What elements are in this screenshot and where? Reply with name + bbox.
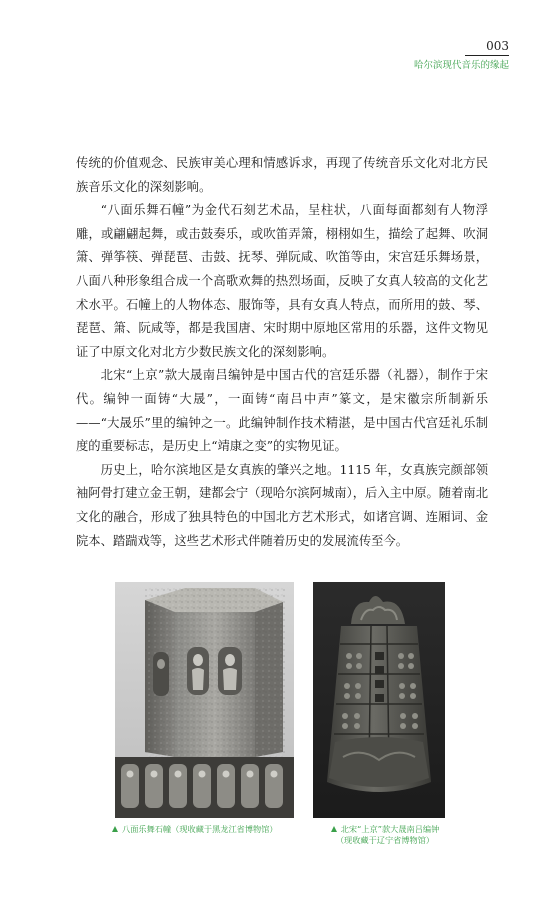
page-number: 003 [465, 39, 509, 56]
left-figure-caption [112, 824, 302, 835]
stone-pillar-photo [115, 582, 294, 818]
paragraph-2: “八面乐舞石幢”为金代石刻艺术品，呈柱状，八面每面都刻有人物浮雕，或翩翩起舞，或击鼓奏乐，或吹笛弄箫，栩栩如生，描绘了起舞、吹洞箫、弹筝筷、弹琵琶、击鼓、抚琴、弹阮咸、吹笛等由，宋宫廷乐舞场景，八面八种形象组合成一个高歌欢舞的热烈场面，反映了女真人较高的文化艺术水平。石幢上的人物体态、服饰等，具有女真人特点，而所用的鼓、琴、琵琶、箫、阮咸等，都是我国唐、宋时期中原地区常用的乐器，这件文物见证了中原文化对北方少数民族文化的深刻影响。 [76, 203, 488, 359]
paragraph-1: 传统的价值观念、民族审美心理和情感诉求，再现了传统音乐文化对北方民族音乐文化的深刻影响。 [76, 156, 488, 194]
running-title: 哈尔滨现代音乐的缘起 [413, 60, 509, 71]
paragraph-4: 历史上，哈尔滨地区是女真族的肇兴之地。1115 年，女真族完颜部领袖阿骨打建立金王朝，建都会宁（现哈尔滨阿城南），后入主中原。随着南北文化的融合，形成了独具特色的中国北方艺术形式，如诸宫调、连厢词、金院本、踏踹戏等，这些艺术形式伴随着历史的发展流传至今。 [76, 462, 488, 548]
bronze-bell-photo [313, 582, 445, 818]
triangle-marker-icon [112, 826, 118, 832]
left-caption-text: 八面乐舞石幢（现收藏于黑龙江省博物馆） [122, 824, 278, 834]
right-caption-line1: 北宋“上京”款大晟南吕编钟 [340, 824, 440, 834]
paragraph-3: 北宋“上京”款大晟南吕编钟是中国古代的宫廷乐器（礼器），制作于宋代。编钟一面铸“大晟”，一面铸“南吕中声”篆文，是宋徽宗所制新乐——“大晟乐”里的编钟之一。此编钟制作技术精湛，是中国古代宫廷礼乐制度的重要标志，是历史上“靖康之变”的实物见证。 [76, 368, 488, 454]
right-figure-caption [310, 824, 460, 846]
right-caption-line2: （现收藏于辽宁省博物馆） [335, 835, 435, 845]
body-text [76, 152, 488, 553]
triangle-marker-icon [331, 826, 337, 832]
